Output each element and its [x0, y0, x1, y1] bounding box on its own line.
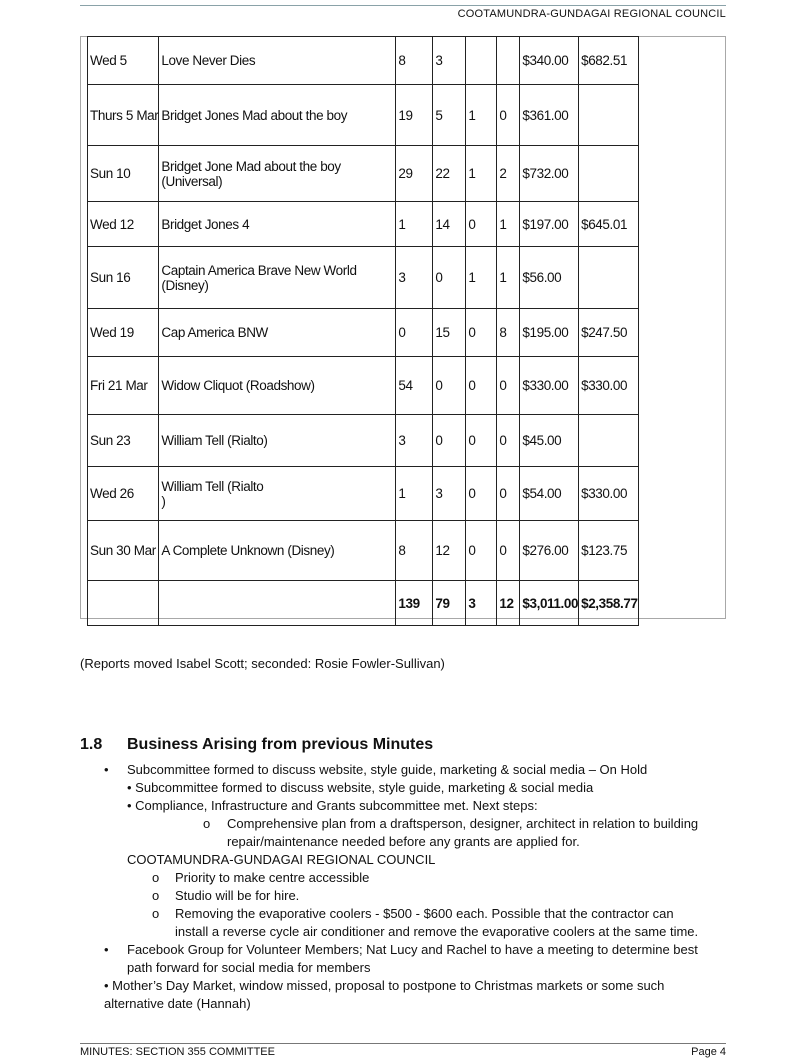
table-cell: Bridget Jones 4 [159, 202, 396, 247]
table-cell [579, 146, 638, 202]
table-frame [80, 36, 726, 619]
header-org: COOTAMUNDRA-GUNDAGAI REGIONAL COUNCIL [457, 8, 726, 20]
circle-bullet-icon: o [152, 906, 160, 921]
table-cell: 22 [433, 146, 466, 202]
table-cell: Cap America BNW [159, 309, 396, 357]
table-cell: Captain America Brave New World (Disney) [159, 247, 396, 309]
page-number: Page 4 [691, 1046, 726, 1058]
table-cell: $45.00 [520, 415, 579, 467]
bullet-icon: • [104, 942, 109, 957]
sub-line: • Compliance, Infrastructure and Grants subcommittee met. Next steps: [127, 798, 538, 813]
table-cell: 0 [466, 467, 497, 521]
table-row [88, 415, 639, 467]
table-cell: $2,358.77 [579, 581, 638, 626]
circle-bullet-icon: o [203, 816, 211, 831]
table-cell: Sun 30 Mar [88, 521, 159, 581]
table-cell [88, 581, 159, 626]
table-cell: 1 [497, 247, 520, 309]
table-cell: Sun 16 [88, 247, 159, 309]
circle-line-cont: install a reverse cycle air conditioner and remove the evaporative coolers at the same time. [175, 924, 699, 939]
circle-line: Priority to make centre accessible [175, 870, 370, 885]
table-row [88, 247, 639, 309]
table-cell: 0 [466, 415, 497, 467]
section-number: 1.8 [80, 736, 103, 753]
table-cell: 5 [433, 85, 466, 146]
circle-line: Comprehensive plan from a draftsperson, designer, architect in relation to building [227, 816, 699, 831]
table-cell: 0 [466, 521, 497, 581]
table-cell: 3 [433, 37, 466, 85]
table-cell: $123.75 [579, 521, 638, 581]
table-cell [159, 581, 396, 626]
table-total-row [88, 581, 639, 626]
table-row [88, 85, 639, 146]
table-cell: $732.00 [520, 146, 579, 202]
table-cell: Fri 21 Mar [88, 357, 159, 415]
bullet-line: • Mother’s Day Market, window missed, proposal to postpone to Christmas markets or some such [104, 978, 665, 993]
table-cell: $276.00 [520, 521, 579, 581]
table-cell: 0 [497, 357, 520, 415]
table-body [88, 37, 639, 626]
table-row [88, 521, 639, 581]
table-cell: 2 [497, 146, 520, 202]
table-cell: 0 [433, 415, 466, 467]
table-cell: Wed 5 [88, 37, 159, 85]
table-cell: $195.00 [520, 309, 579, 357]
table-row [88, 202, 639, 247]
table-cell: 3 [396, 247, 433, 309]
table-cell: Wed 26 [88, 467, 159, 521]
bullet-line-cont: path forward for social media for members [127, 960, 371, 975]
sub-line: • Subcommittee formed to discuss website, style guide, marketing & social media [127, 780, 594, 795]
table-cell: $197.00 [520, 202, 579, 247]
table-cell: 0 [497, 521, 520, 581]
table-row [88, 37, 639, 85]
table-cell: 8 [396, 521, 433, 581]
table-cell: A Complete Unknown (Disney) [159, 521, 396, 581]
table-cell: 0 [396, 309, 433, 357]
footer-title: MINUTES: SECTION 355 COMMITTEE [80, 1046, 275, 1058]
table-row [88, 146, 639, 202]
table-cell: William Tell (Rialto) [159, 415, 396, 467]
table-cell [497, 37, 520, 85]
table-cell: $56.00 [520, 247, 579, 309]
table-cell: 12 [497, 581, 520, 626]
table-cell [466, 37, 497, 85]
table-cell: Love Never Dies [159, 37, 396, 85]
table-cell: $54.00 [520, 467, 579, 521]
table-cell: Wed 12 [88, 202, 159, 247]
table-cell: 3 [433, 467, 466, 521]
table-cell: 0 [497, 467, 520, 521]
table-cell: $682.51 [579, 37, 638, 85]
table-cell: $330.00 [520, 357, 579, 415]
table-cell: 1 [466, 247, 497, 309]
bullet-line-cont: alternative date (Hannah) [104, 996, 251, 1011]
circle-line: Removing the evaporative coolers - $500 - $600 each. Possible that the contractor can [175, 906, 674, 921]
table-cell: 0 [497, 415, 520, 467]
table-cell: 19 [396, 85, 433, 146]
table-cell: 1 [396, 467, 433, 521]
table-cell: Sun 23 [88, 415, 159, 467]
header-rule [80, 5, 726, 6]
circle-bullet-icon: o [152, 870, 160, 885]
table-cell: $361.00 [520, 85, 579, 146]
table-cell: Wed 19 [88, 309, 159, 357]
table-cell: $330.00 [579, 467, 638, 521]
table-cell: $645.01 [579, 202, 638, 247]
bullet-icon: • [104, 762, 109, 777]
table-cell: 3 [466, 581, 497, 626]
screening-table [87, 36, 639, 626]
table-cell: 8 [497, 309, 520, 357]
table-cell: Thurs 5 Mar [88, 85, 159, 146]
reports-note: (Reports moved Isabel Scott; seconded: Rosie Fowler-Sullivan) [80, 656, 445, 671]
circle-bullet-icon: o [152, 888, 160, 903]
circle-line-cont: repair/maintenance needed before any grants are applied for. [227, 834, 580, 849]
table-cell: $3,011.00 [520, 581, 579, 626]
table-cell: $330.00 [579, 357, 638, 415]
table-cell [579, 247, 638, 309]
table-cell: 0 [433, 357, 466, 415]
table-cell: 3 [396, 415, 433, 467]
table-cell: 0 [466, 309, 497, 357]
table-cell: 139 [396, 581, 433, 626]
table-cell: $247.50 [579, 309, 638, 357]
table-cell: 14 [433, 202, 466, 247]
table-cell: Widow Cliquot (Roadshow) [159, 357, 396, 415]
section-heading [80, 736, 433, 754]
table-cell: 29 [396, 146, 433, 202]
table-row [88, 357, 639, 415]
table-cell [579, 415, 638, 467]
table-cell: 1 [466, 146, 497, 202]
bullet-line: Facebook Group for Volunteer Members; Nat Lucy and Rachel to have a meeting to determine best [127, 942, 698, 957]
table-cell: 0 [466, 357, 497, 415]
section-title: Business Arising from previous Minutes [127, 736, 434, 753]
table-cell: 8 [396, 37, 433, 85]
table-cell: 79 [433, 581, 466, 626]
table-cell: 0 [433, 247, 466, 309]
table-cell: 1 [396, 202, 433, 247]
table-cell: 1 [497, 202, 520, 247]
table-cell: Bridget Jone Mad about the boy (Universal) [159, 146, 396, 202]
table-cell: 0 [466, 202, 497, 247]
table-cell: 54 [396, 357, 433, 415]
table-row [88, 309, 639, 357]
footer-rule [80, 1043, 726, 1044]
circle-line: Studio will be for hire. [175, 888, 300, 903]
table-cell: Sun 10 [88, 146, 159, 202]
table-cell: Bridget Jones Mad about the boy [159, 85, 396, 146]
table-cell: $340.00 [520, 37, 579, 85]
table-cell: 1 [466, 85, 497, 146]
table-cell: 0 [497, 85, 520, 146]
table-cell: 15 [433, 309, 466, 357]
table-cell: William Tell (Rialto ) [159, 467, 396, 521]
table-cell [579, 85, 638, 146]
bullet-line: Subcommittee formed to discuss website, style guide, marketing & social media – On Hold [127, 762, 648, 777]
table-row [88, 467, 639, 521]
table-cell: 12 [433, 521, 466, 581]
council-line: COOTAMUNDRA-GUNDAGAI REGIONAL COUNCIL [127, 852, 436, 867]
